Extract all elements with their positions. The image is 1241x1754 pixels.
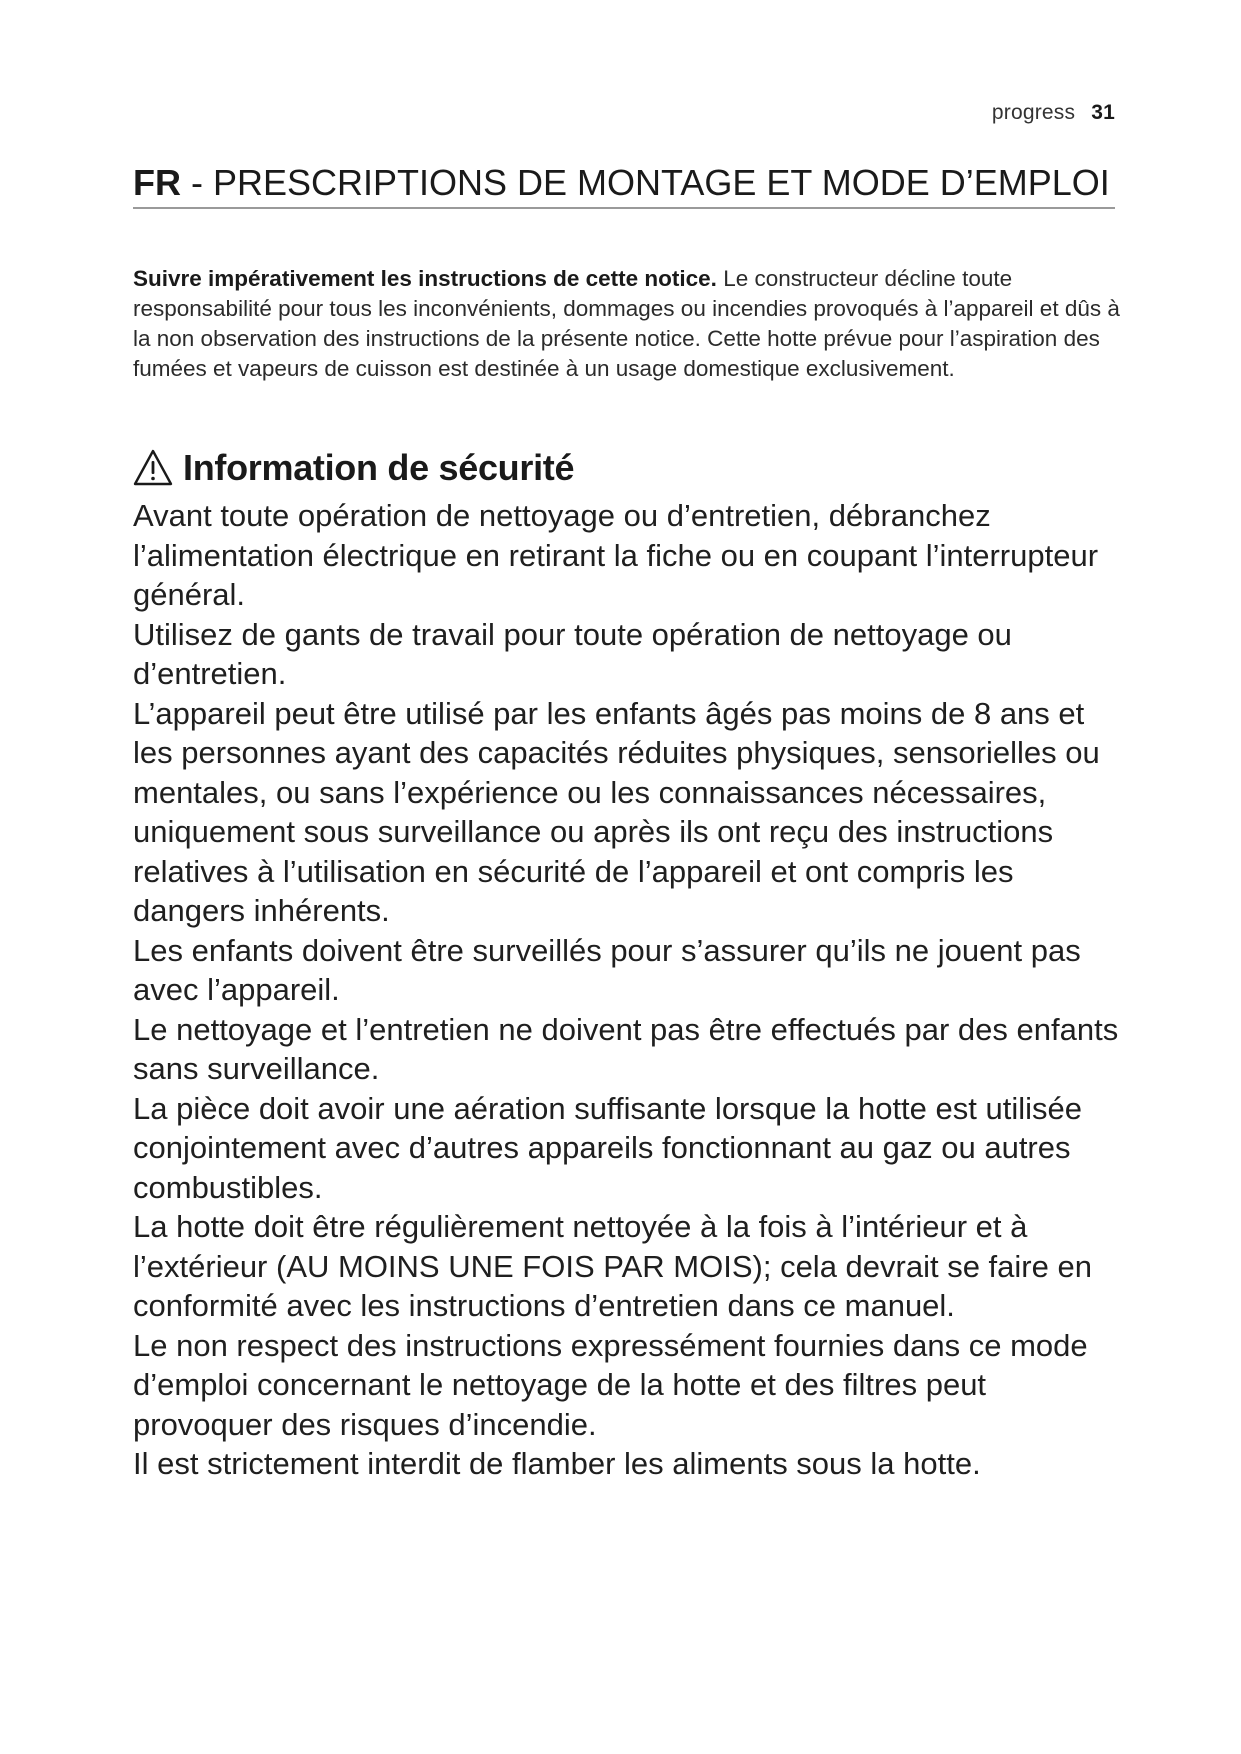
page-number: 31 — [1091, 101, 1115, 124]
safety-body — [133, 496, 1123, 1484]
intro-text: Le constructeur décline toute responsabilité pour tous les inconvénients, dommages ou incendies provoqués à l’appareil et dûs à la non observation des instructions de la présente notice. Cette hotte prévue pour l’aspiration des fumées et vapeurs de cuisson est destinée à un usage domestique exclusivement. — [133, 266, 1120, 381]
intro-bold-text: Suivre impérativement les instructions de cette notice. — [133, 266, 717, 291]
title-bar — [133, 163, 1115, 209]
safety-paragraph: L’appareil peut être utilisé par les enfants âgés pas moins de 8 ans et les personnes ayant des capacités réduites physiques, sensorielles ou mentales, ou sans l’expérience ou les connaissances nécessaires, uniquement sous surveillance ou après ils ont reçu des instructions relatives à l’utilisation en sécurité de l’appareil et ont compris les dangers inhérents. — [133, 695, 1100, 928]
safety-heading-text: Information de sécurité — [183, 447, 575, 488]
safety-paragraph: La hotte doit être régulièrement nettoyée à la fois à l’intérieur et à l’extérieur (AU MOINS UNE FOIS PAR MOIS); cela devrait se faire en conformité avec les instructions d’entretien dans ce manuel. — [133, 1209, 1092, 1323]
safety-paragraph: Le non respect des instructions expressément fournies dans ce mode d’emploi concernant le nettoyage de la hotte et des filtres peut provoquer des risques d’incendie. — [133, 1327, 1088, 1442]
warning-triangle-icon — [133, 449, 173, 487]
safety-paragraph: La pièce doit avoir une aération suffisante lorsque la hotte est utilisée conjointement avec d’autres appareils fonctionnant au gaz ou autres combustibles. — [133, 1090, 1082, 1205]
brand-label: progress — [991, 101, 1076, 124]
safety-paragraph: Les enfants doivent être surveillés pour s’assurer qu’ils ne jouent pas avec l’appareil. — [133, 932, 1081, 1007]
page-header — [992, 101, 1115, 125]
page-title — [133, 163, 1115, 203]
page-title-text: - PRESCRIPTIONS DE MONTAGE ET MODE D’EMPLOI — [181, 162, 1110, 203]
safety-paragraph: Utilisez de gants de travail pour toute opération de nettoyage ou d’entretien. — [133, 616, 1012, 691]
intro-paragraph — [133, 264, 1123, 384]
safety-paragraph: Avant toute opération de nettoyage ou d’entretien, débranchez l’alimentation électrique en retirant la fiche ou en coupant l’interrupteur général. — [133, 498, 1099, 612]
language-code: FR — [133, 162, 181, 203]
safety-paragraph: Le nettoyage et l’entretien ne doivent pas être effectués par des enfants sans surveillance. — [133, 1011, 1119, 1086]
safety-heading — [133, 448, 574, 488]
safety-paragraph: Il est strictement interdit de flamber les aliments sous la hotte. — [133, 1446, 981, 1481]
